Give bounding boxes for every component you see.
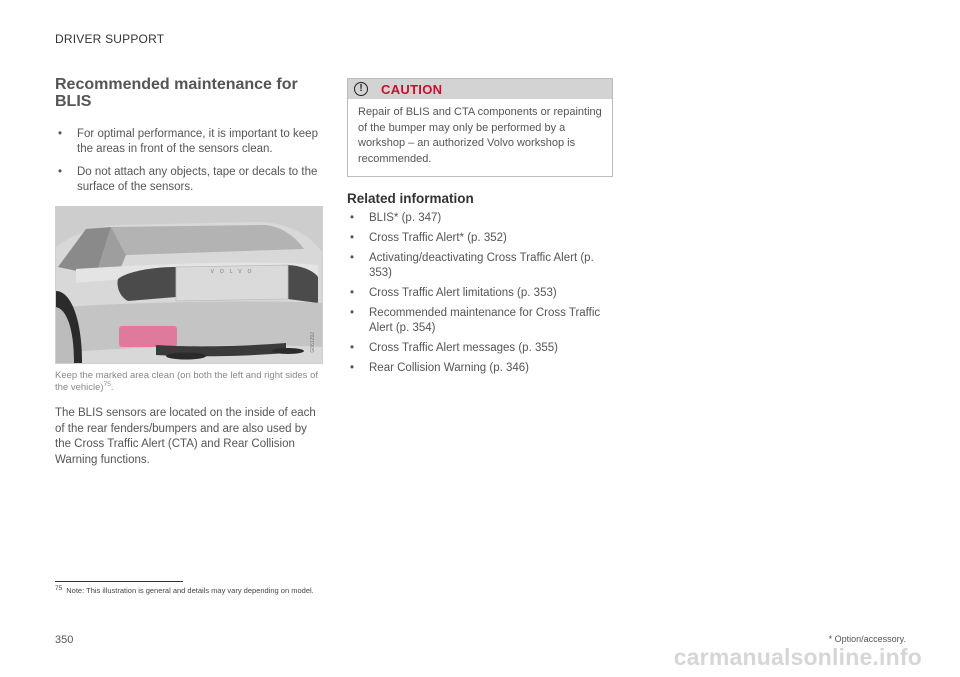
section-header: DRIVER SUPPORT xyxy=(55,32,165,46)
bullet-icon: • xyxy=(350,287,355,299)
related-link[interactable] xyxy=(347,211,613,226)
related-list xyxy=(347,211,613,376)
related-link[interactable] xyxy=(347,341,613,356)
related-link-text[interactable]: Rear Collision Warning (p. 346) xyxy=(369,362,530,374)
bullet-icon: • xyxy=(58,128,63,140)
related-link-text[interactable]: BLIS* (p. 347) xyxy=(369,212,442,224)
caution-header xyxy=(348,79,612,99)
footnote-reference[interactable]: 75 xyxy=(103,380,111,388)
car-badge-text: VOLVO xyxy=(210,269,258,275)
caption-text: Keep the marked area clean (on both the left and right sides of the vehicle) xyxy=(55,370,318,393)
bullet-icon: • xyxy=(350,252,355,264)
caution-box xyxy=(347,78,613,177)
related-link[interactable] xyxy=(347,286,613,301)
related-link[interactable] xyxy=(347,361,613,376)
footnote-number: 75 xyxy=(55,584,63,592)
watermark: carmanualsonline.info xyxy=(673,644,922,670)
car-rear-illustration xyxy=(56,207,322,363)
footnote xyxy=(55,586,314,595)
related-link[interactable] xyxy=(347,231,613,246)
maintenance-title: Recommended maintenance for BLIS xyxy=(55,76,298,110)
right-column xyxy=(347,78,613,381)
bullet-icon: • xyxy=(350,307,355,319)
bullet-icon: • xyxy=(350,232,355,244)
bullet-icon: • xyxy=(350,342,355,354)
list-item xyxy=(55,127,323,157)
caution-text: Repair of BLIS and CTA components or repainting of the bumper may only be performed by a workshop – an authorized Volvo workshop is recommended. xyxy=(358,106,602,165)
page-number: 350 xyxy=(55,634,74,646)
footnote-text: Note: This illustration is general and details may vary depending on model. xyxy=(66,586,314,595)
list-item-text: Do not attach any objects, tape or decals to the surface of the sensors. xyxy=(77,166,318,193)
list-item xyxy=(55,165,323,195)
maintenance-list xyxy=(55,127,323,195)
related-link[interactable] xyxy=(347,251,613,281)
related-link-text[interactable]: Cross Traffic Alert limitations (p. 353) xyxy=(369,287,557,299)
list-item-text: For optimal performance, it is important to keep the areas in front of the sensors clean. xyxy=(77,128,318,155)
related-link[interactable] xyxy=(347,306,613,336)
exclamation-circle-icon: ! xyxy=(354,82,368,96)
bullet-icon: • xyxy=(350,362,355,374)
related-title: Related information xyxy=(347,191,474,206)
sensor-illustration xyxy=(55,206,323,364)
footnote-divider xyxy=(55,581,183,582)
related-information xyxy=(347,191,613,376)
sensor-area-highlight xyxy=(119,326,177,347)
option-accessory-note: * Option/accessory. xyxy=(828,634,906,644)
figure-caption: Keep the marked area clean (on both the left and right sides of the vehicle)$^{75}$. xyxy=(55,370,318,393)
left-column xyxy=(55,76,323,468)
related-link-text[interactable]: Cross Traffic Alert* (p. 352) xyxy=(369,232,507,244)
related-link-text[interactable]: Cross Traffic Alert messages (p. 355) xyxy=(369,342,558,354)
related-link-text[interactable]: Activating/deactivating Cross Traffic Alert (p. 353) xyxy=(369,252,594,279)
related-link-text[interactable]: Recommended maintenance for Cross Traffic Alert (p. 354) xyxy=(369,307,601,334)
bullet-icon: • xyxy=(58,166,63,178)
figure-code: G061292 xyxy=(310,332,316,353)
bullet-icon: • xyxy=(350,212,355,224)
body-paragraph: The BLIS sensors are located on the inside of each of the rear fenders/bumpers and are also used by the Cross Traffic Alert (CTA) and Rear Collision Warning functions. xyxy=(55,407,316,466)
caution-title: CAUTION xyxy=(381,81,443,97)
